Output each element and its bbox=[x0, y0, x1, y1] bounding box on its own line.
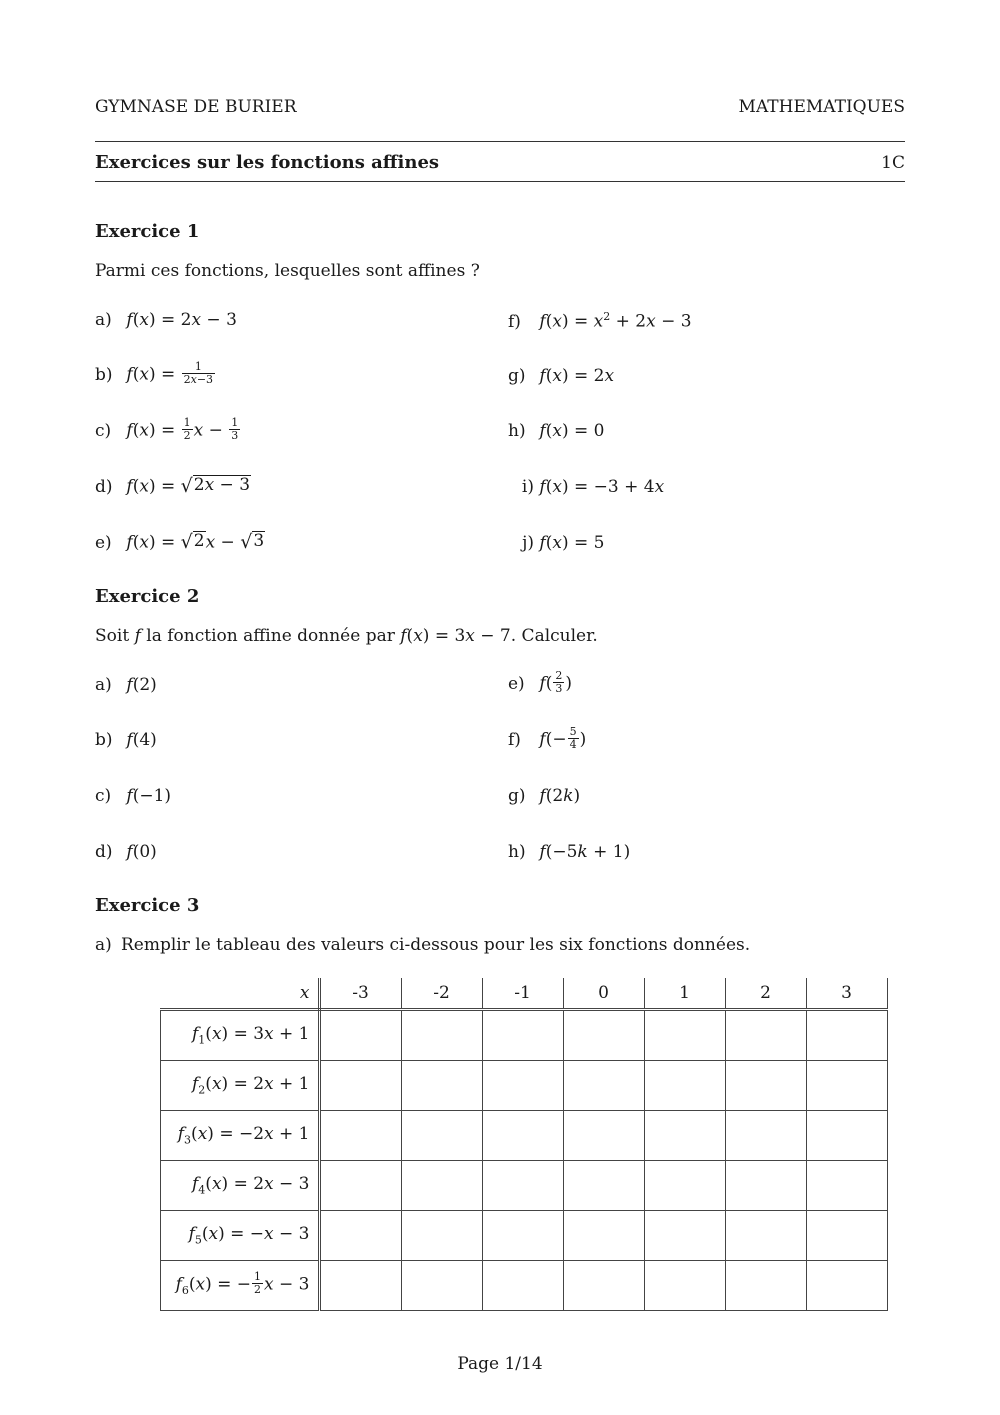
function-f1-label: $f_1(x) = 3x + 1$ bbox=[161, 1010, 320, 1061]
empty-cell bbox=[482, 1261, 563, 1311]
empty-cell bbox=[644, 1261, 725, 1311]
function-f3-label: $f_3(x) = -2x + 1$ bbox=[161, 1111, 320, 1161]
empty-cell bbox=[725, 1211, 806, 1261]
document-title: Exercices sur les fonctions affines bbox=[95, 152, 440, 173]
empty-cell bbox=[401, 1211, 482, 1261]
empty-cell bbox=[319, 1211, 401, 1261]
values-table bbox=[160, 978, 888, 1311]
empty-cell bbox=[563, 1261, 644, 1311]
x-header: x bbox=[161, 978, 320, 1010]
empty-cell bbox=[401, 1261, 482, 1311]
x-value: -3 bbox=[319, 978, 401, 1010]
empty-cell bbox=[401, 1111, 482, 1161]
empty-cell bbox=[482, 1111, 563, 1161]
function-f6-label: $f_6(x)$ = − $\frac{1}{2}$ x − 3 bbox=[161, 1261, 320, 1311]
exercise-2-item-g: g) f(2k) bbox=[508, 786, 581, 806]
exercise-3-heading: Exercice 3 bbox=[95, 895, 200, 916]
x-value: -2 bbox=[401, 978, 482, 1010]
values-table-header-row bbox=[161, 978, 888, 1010]
empty-cell bbox=[563, 1161, 644, 1211]
header-school: GYMNASE DE BURIER bbox=[95, 97, 297, 117]
table-row bbox=[161, 1111, 888, 1161]
empty-cell bbox=[806, 1161, 887, 1211]
empty-cell bbox=[806, 1211, 887, 1261]
empty-cell bbox=[644, 1111, 725, 1161]
exercise-2-item-e: e) f( $\frac{2}{3}$ ) bbox=[508, 669, 572, 695]
x-value: -1 bbox=[482, 978, 563, 1010]
exercise-1-item-c: c) f(x) = $\frac{1}{2}$ x − $\frac{1}{3}$ bbox=[95, 416, 239, 442]
function-f5-label: $f_5(x) = -x - 3$ bbox=[161, 1211, 320, 1261]
empty-cell bbox=[482, 1211, 563, 1261]
empty-cell bbox=[563, 1111, 644, 1161]
exercise-1-item-i: i) f(x) = −3 + 4x bbox=[521, 477, 665, 497]
x-value: 2 bbox=[725, 978, 806, 1010]
header-rule-bottom bbox=[95, 181, 905, 182]
table-row bbox=[161, 1061, 888, 1111]
empty-cell bbox=[401, 1161, 482, 1211]
exercise-1-item-b: b) f(x) = $\frac{1}{2x-3}$ bbox=[95, 360, 214, 386]
exercise-2-item-b: b) f(4) bbox=[95, 730, 157, 750]
exercise-2-item-h: h) f(−5k + 1) bbox=[508, 842, 631, 862]
exercise-3-part-a: a) Remplir le tableau des valeurs ci-dessous pour les six fonctions données. bbox=[95, 935, 751, 955]
empty-cell bbox=[482, 1010, 563, 1061]
header-subject: MATHEMATIQUES bbox=[738, 97, 905, 117]
function-f2-label: $f_2(x) = 2x + 1$ bbox=[161, 1061, 320, 1111]
exercise-1-item-g: g) f(x) = 2x bbox=[508, 366, 615, 386]
exercise-1-item-j: j) f(x) = 5 bbox=[522, 533, 605, 553]
empty-cell bbox=[401, 1061, 482, 1111]
table-row bbox=[161, 1211, 888, 1261]
empty-cell bbox=[401, 1010, 482, 1061]
empty-cell bbox=[725, 1010, 806, 1061]
empty-cell bbox=[806, 1061, 887, 1111]
exercise-1-prompt: Parmi ces fonctions, lesquelles sont affines ? bbox=[95, 261, 480, 281]
empty-cell bbox=[563, 1061, 644, 1111]
empty-cell bbox=[806, 1010, 887, 1061]
empty-cell bbox=[319, 1261, 401, 1311]
exercise-2-prompt: Soit f la fonction affine donnée par f(x) = 3x − 7. Calculer. bbox=[95, 626, 598, 646]
header-rule-top bbox=[95, 141, 905, 142]
empty-cell bbox=[725, 1061, 806, 1111]
exercise-2-item-d: d) f(0) bbox=[95, 842, 157, 862]
empty-cell bbox=[725, 1111, 806, 1161]
exercise-2-item-f: f) f(− $\frac{5}{4}$ ) bbox=[508, 725, 587, 751]
empty-cell bbox=[482, 1061, 563, 1111]
empty-cell bbox=[563, 1211, 644, 1261]
empty-cell bbox=[806, 1261, 887, 1311]
x-value: 1 bbox=[644, 978, 725, 1010]
empty-cell bbox=[482, 1161, 563, 1211]
class-code: 1C bbox=[881, 153, 905, 173]
exercise-2-item-a: a) f(2) bbox=[95, 675, 157, 695]
exercise-2-heading: Exercice 2 bbox=[95, 586, 200, 607]
empty-cell bbox=[644, 1211, 725, 1261]
empty-cell bbox=[319, 1010, 401, 1061]
empty-cell bbox=[644, 1161, 725, 1211]
exercise-1-item-e: e) f(x) = √ 2 x − √ 3 bbox=[95, 530, 265, 553]
exercise-1-item-d: d) f(x) = √ 2x − 3 bbox=[95, 474, 251, 497]
table-row bbox=[161, 1161, 888, 1211]
exercise-1-item-h: h) f(x) = 0 bbox=[508, 421, 605, 441]
table-row bbox=[161, 1010, 888, 1061]
x-value: 3 bbox=[806, 978, 887, 1010]
x-value: 0 bbox=[563, 978, 644, 1010]
exercise-2-item-c: c) f(−1) bbox=[95, 786, 172, 806]
empty-cell bbox=[644, 1061, 725, 1111]
empty-cell bbox=[563, 1010, 644, 1061]
empty-cell bbox=[319, 1111, 401, 1161]
exercise-1-item-a: a) f(x) = 2x − 3 bbox=[95, 310, 237, 330]
function-f4-label: $f_4(x) = 2x - 3$ bbox=[161, 1161, 320, 1211]
table-row bbox=[161, 1261, 888, 1311]
empty-cell bbox=[319, 1161, 401, 1211]
exercise-1-item-f: f) $f(x) = x^2 + 2x - 3$ bbox=[508, 310, 692, 332]
exercise-1-heading: Exercice 1 bbox=[95, 221, 200, 242]
empty-cell bbox=[806, 1111, 887, 1161]
page-number: Page 1/14 bbox=[457, 1354, 543, 1374]
empty-cell bbox=[319, 1061, 401, 1111]
empty-cell bbox=[644, 1010, 725, 1061]
empty-cell bbox=[725, 1261, 806, 1311]
empty-cell bbox=[725, 1161, 806, 1211]
